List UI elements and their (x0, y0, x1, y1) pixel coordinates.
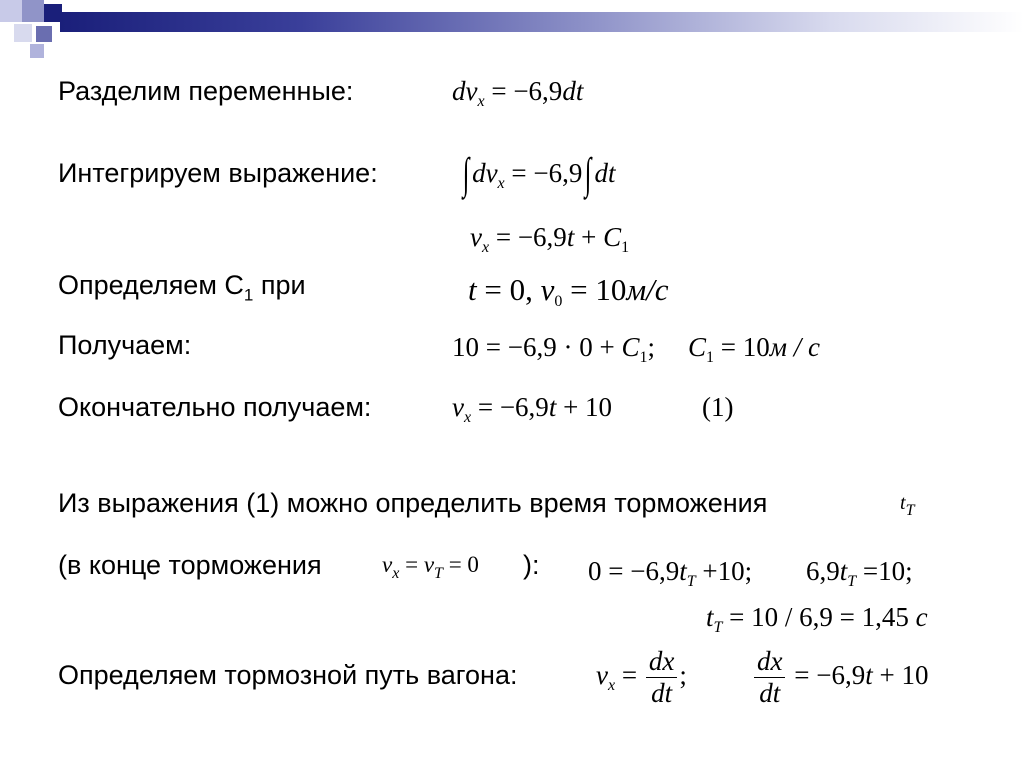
line-end-of-braking-b: ): (523, 550, 540, 580)
line-integrate: Интегрируем выражение: (58, 158, 378, 188)
equation-braking-time-value: $t_T = 10 / 6,9 = 1,45$ c (706, 602, 928, 636)
equation-velocity-derivative: $v_x$ = $\frac{dx}{dt}$ ; (596, 646, 687, 709)
line-obtain: Получаем: (58, 330, 192, 360)
equation-separated: $dv_x = -6,9dt$ (452, 76, 584, 110)
line-separate-variables: Разделим переменные: (58, 76, 354, 106)
equation-c1-value: $C_1 = 10м / с$ (688, 332, 820, 366)
equation-braking-solve: $6,9t_T =10$; (806, 556, 913, 590)
equation-end-condition: $v_x = v_T = 0$ (382, 552, 479, 582)
deco-square (0, 0, 22, 22)
deco-square (30, 44, 44, 58)
deco-square (36, 26, 52, 42)
equation-label-1: (1) (702, 392, 734, 422)
equation-find-c1: $10 = -6,9 \cdot 0 + C_1$; (452, 332, 655, 366)
equation-differential: $\frac{dx}{dt}$ = −6,9t + 10 (752, 646, 928, 709)
line-finally-obtain: Окончательно получаем: (58, 392, 372, 422)
line-determine-c1 (58, 270, 306, 305)
equation-initial-conditions: t = 0, $v_0 = 10м/с$ (468, 272, 669, 310)
fraction-dx-dt: $\frac{dx}{dt}$ (754, 646, 785, 709)
line-braking-time: Из выражения (1) можно определить время торможения (58, 488, 768, 518)
equation-velocity-final: $v_x = -6,9t + 10$ (452, 392, 613, 426)
line-end-of-braking-a: (в конце торможения (58, 550, 322, 580)
equation-velocity-general: $v_x = -6,9t + C_1$ (470, 222, 630, 256)
title-bar-gradient (60, 12, 1024, 32)
equation-braking-zero: $0 = -6,9t_T +10$; (588, 556, 753, 590)
deco-square (44, 4, 62, 22)
line-determine-c1-sub: 1 (243, 285, 254, 305)
line-determine-c1-b: при (253, 270, 306, 300)
line-braking-distance: Определяем тормозной путь вагона: (58, 660, 518, 690)
deco-square (14, 24, 32, 42)
line-determine-c1-c: C (224, 270, 244, 300)
symbol-braking-time: $t_T$ (900, 492, 915, 519)
fraction-dx-dt: $\frac{dx}{dt}$ (646, 646, 677, 709)
line-determine-c1-a: Определяем (58, 270, 225, 300)
deco-square (22, 0, 44, 22)
equation-integral: ∫ $dv_x = -6,9\int$ dt (462, 149, 616, 198)
